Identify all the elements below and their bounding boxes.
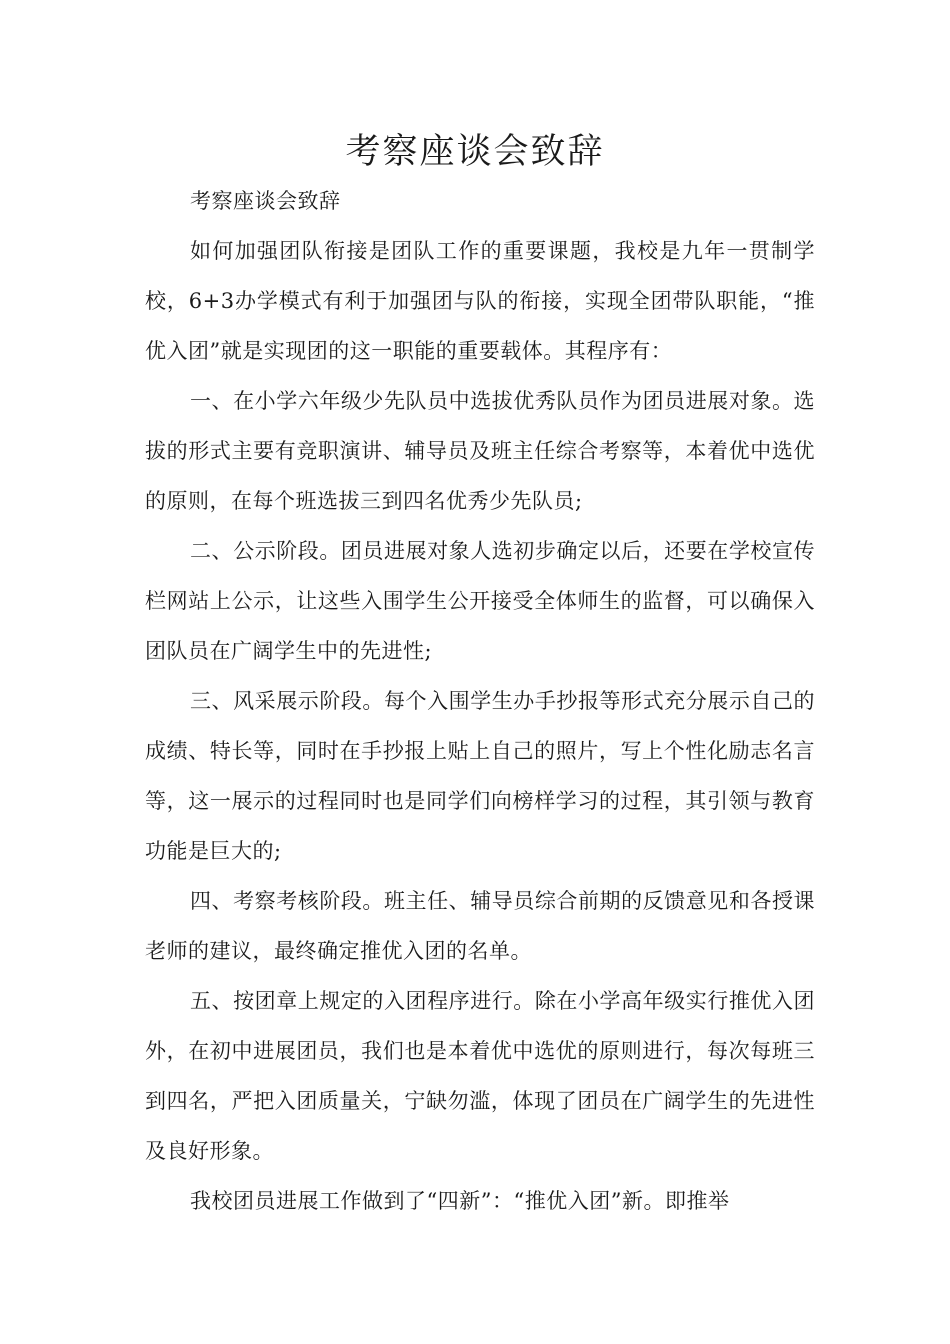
paragraph-step-5: 五、按团章上规定的入团程序进行。除在小学高年级实行推优入团外，在初中进展团员，我们也是本着优中选优的原则进行，每次每班三到四名，严把入团质量关，宁缺勿滥，体现了团员在广阔学生的先进性及良好形象。 xyxy=(145,989,815,1163)
paragraph-four-new: 我校团员进展工作做到了“四新”：“推优入团”新。即推举 xyxy=(190,1189,730,1213)
paragraph-step-4: 四、考察考核阶段。班主任、辅导员综合前期的反馈意见和各授课老师的建议，最终确定推优入团的名单。 xyxy=(145,889,815,963)
document-title: 考察座谈会致辞 xyxy=(345,132,605,172)
paragraph-step-1: 一、在小学六年级少先队员中选拔优秀队员作为团员进展对象。选拔的形式主要有竞职演讲、辅导员及班主任综合考察等，本着优中选优的原则，在每个班选拔三到四名优秀少先队员; xyxy=(145,389,815,513)
document-body xyxy=(145,176,815,1226)
paragraph-step-3: 三、风采展示阶段。每个入围学生办手抄报等形式充分展示自己的成绩、特长等，同时在手抄报上贴上自己的照片，写上个性化励志名言等，这一展示的过程同时也是同学们向榜样学习的过程，其引领与教育功能是巨大的; xyxy=(145,689,815,863)
paragraph-subtitle: 考察座谈会致辞 xyxy=(190,189,341,213)
paragraph-intro: 如何加强团队衔接是团队工作的重要课题，我校是九年一贯制学校，6+3办学模式有利于加强团与队的衔接，实现全团带队职能，“推优入团”就是实现团的这一职能的重要载体。其程序有： xyxy=(145,239,815,363)
paragraph-step-2: 二、公示阶段。团员进展对象人选初步确定以后，还要在学校宣传栏网站上公示，让这些入围学生公开接受全体师生的监督，可以确保入团队员在广阔学生中的先进性; xyxy=(145,539,815,663)
